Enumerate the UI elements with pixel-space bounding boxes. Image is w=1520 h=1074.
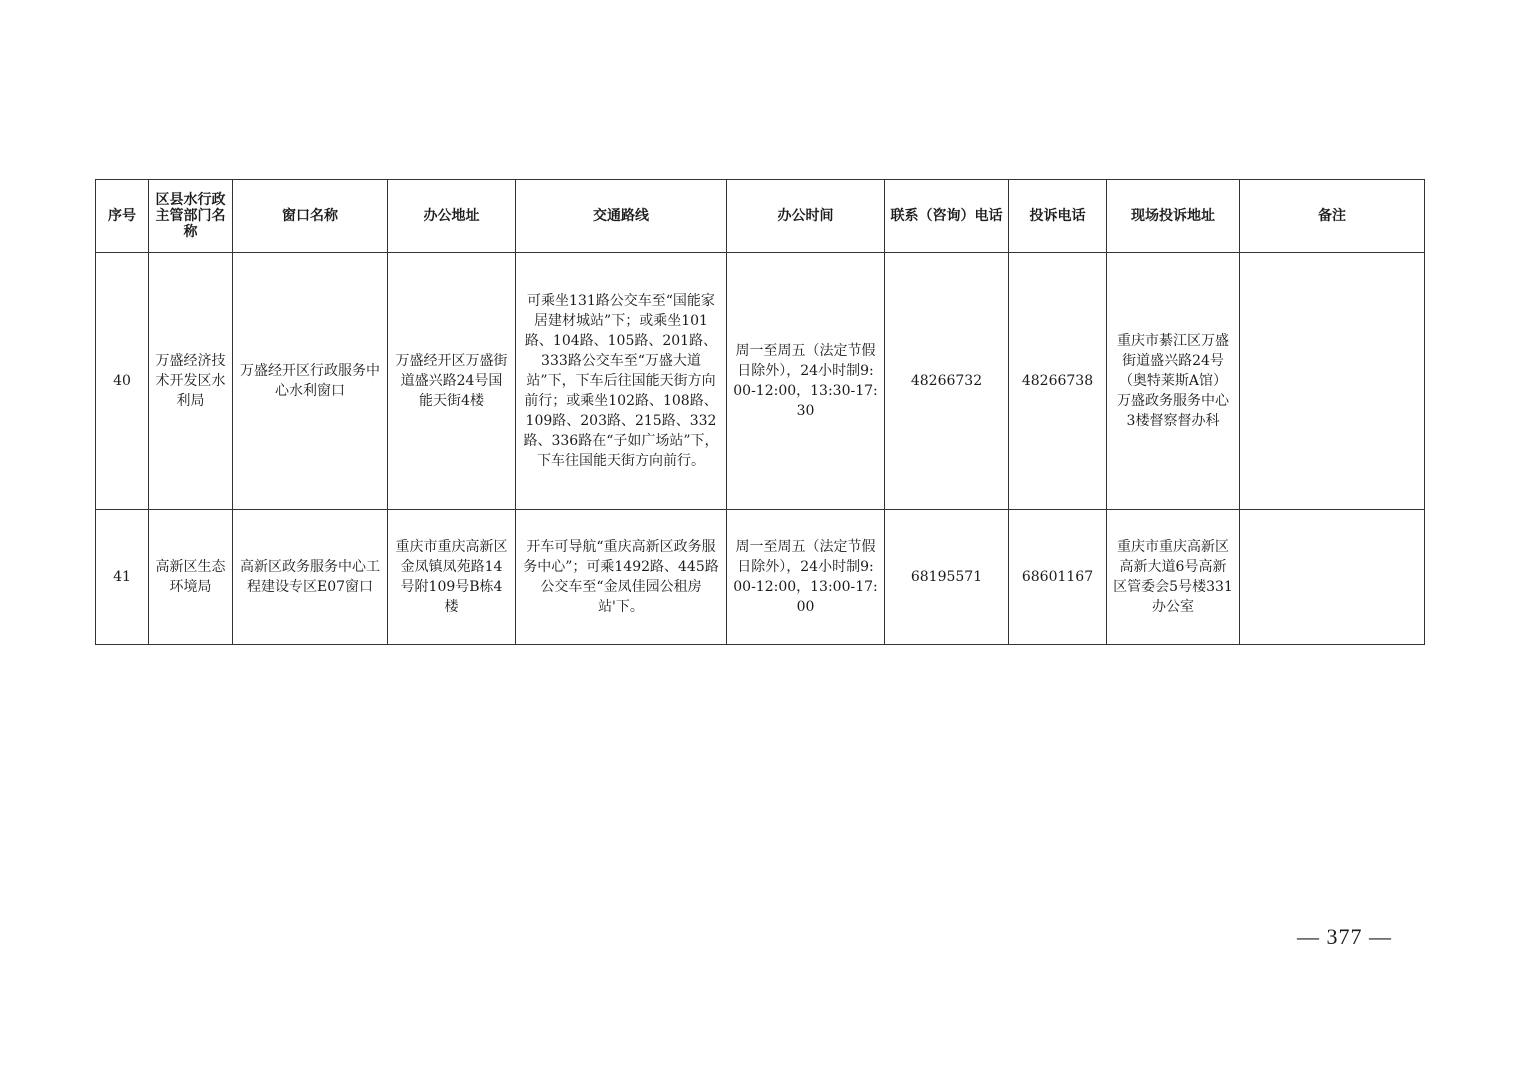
header-complaint-phone: 投诉电话 xyxy=(1009,180,1107,253)
header-window: 窗口名称 xyxy=(233,180,388,253)
cell-hours: 周一至周五（法定节假日除外），24小时制9:00-12:00，13:30-17:30 xyxy=(727,253,885,510)
cell-remark xyxy=(1240,510,1425,645)
table-row xyxy=(96,253,1425,510)
cell-dept: 万盛经济技术开发区水利局 xyxy=(149,253,233,510)
cell-phone: 48266732 xyxy=(885,253,1009,510)
header-route: 交通路线 xyxy=(516,180,727,253)
cell-dept: 高新区生态环境局 xyxy=(149,510,233,645)
cell-remark xyxy=(1240,253,1425,510)
page-number: — 377 — xyxy=(1297,924,1392,949)
header-address: 办公地址 xyxy=(388,180,516,253)
cell-seq: 41 xyxy=(96,510,149,645)
cell-complaint-address: 重庆市綦江区万盛街道盛兴路24号（奥特莱斯A馆）万盛政务服务中心3楼督察督办科 xyxy=(1107,253,1240,510)
header-remark: 备注 xyxy=(1240,180,1425,253)
header-dept: 区县水行政主管部门名称 xyxy=(149,180,233,253)
header-seq: 序号 xyxy=(96,180,149,253)
cell-window: 万盛经开区行政服务中心水利窗口 xyxy=(233,253,388,510)
header-phone: 联系（咨询）电话 xyxy=(885,180,1009,253)
header-complaint-address: 现场投诉地址 xyxy=(1107,180,1240,253)
cell-hours: 周一至周五（法定节假日除外），24小时制9:00-12:00，13:00-17:00 xyxy=(727,510,885,645)
cell-complaint-phone: 48266738 xyxy=(1009,253,1107,510)
cell-route: 可乘坐131路公交车至“国能家居建材城站”下；或乘坐101路、104路、105路、201路、333路公交车至“万盛大道站”下，下车后往国能天街方向前行；或乘坐102路、108路、109路、203路、215路、332路、336路在“子如广场站”下，下车往国能天街方向前行。 xyxy=(516,253,727,510)
cell-window: 高新区政务服务中心工程建设专区E07窗口 xyxy=(233,510,388,645)
cell-complaint-address: 重庆市重庆高新区高新大道6号高新区管委会5号楼331办公室 xyxy=(1107,510,1240,645)
service-window-table xyxy=(95,179,1425,645)
cell-complaint-phone: 68601167 xyxy=(1009,510,1107,645)
cell-phone: 68195571 xyxy=(885,510,1009,645)
cell-address: 万盛经开区万盛街道盛兴路24号国能天街4楼 xyxy=(388,253,516,510)
cell-seq: 40 xyxy=(96,253,149,510)
cell-route: 开车可导航“重庆高新区政务服务中心”；可乘1492路、445路公交车至“金凤佳园公租房站'下。 xyxy=(516,510,727,645)
cell-address: 重庆市重庆高新区金凤镇凤苑路14号附109号B栋4楼 xyxy=(388,510,516,645)
header-hours: 办公时间 xyxy=(727,180,885,253)
table-row xyxy=(96,510,1425,645)
table-header-row xyxy=(96,180,1425,253)
